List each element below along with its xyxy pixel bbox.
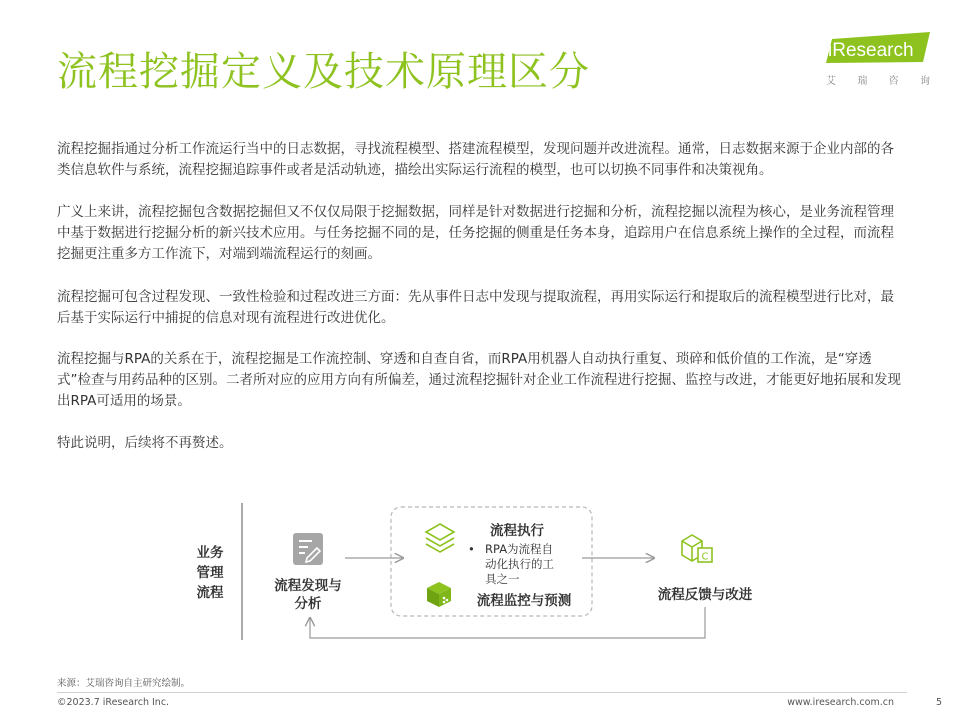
- svg-text:C: C: [701, 551, 709, 563]
- logo-subtitle-char: 艾: [826, 76, 836, 87]
- process-diagram: [0, 490, 960, 660]
- bullet-marker: •: [468, 542, 475, 556]
- logo-subtitle: [822, 72, 934, 87]
- paragraph-three-aspects: 流程挖掘可包含过程发现、一致性检验和过程改进三方面：先从事件日志中发现与提取流程，再用实际运行和提取后的流程模型进行比对，最后基于实际运行中捕捉的信息对现有流程进行改进优化。: [57, 289, 894, 326]
- step-feedback-label: 流程反馈与改进: [657, 587, 753, 603]
- source-note: 来源：艾瑞咨询自主研究绘制。: [57, 678, 191, 689]
- paragraph-definition: 流程挖掘指通过分析工作流运行当中的日志数据，寻找流程模型、搭建流程模型，发现问题并改进流程。通常，日志数据来源于企业内部的各类信息软件与系统，流程挖掘追踪事件或者是活动轨迹，描绘出实际运行流程的模型，也可以切换不同事件和决策视角。: [57, 141, 894, 178]
- paragraph-note: 特此说明，后续将不再赘述。: [57, 435, 233, 451]
- page-title: 流程挖掘定义及技术原理区分: [57, 49, 590, 95]
- paragraph-broad-sense: 广义上来讲，流程挖掘包含数据挖掘但又不仅仅局限于挖掘数据，同样是针对数据进行挖掘和分析，流程挖掘以流程为核心，是业务流程管理中基于数据进行挖掘分析的新兴技术应用。与任务挖掘不同的是，任务挖掘的侧重是任务本身，追踪用户在信息系统上操作的全过程，而流程挖掘更注重多方工作流下，对端到端流程运行的刻画。: [57, 204, 894, 262]
- business-process-label: 业务 管理 流程: [196, 545, 224, 601]
- cube-icon: [426, 581, 452, 608]
- diagram-lines: [0, 490, 960, 660]
- logo-subtitle-char: 瑞: [857, 76, 868, 87]
- logo-subtitle-char: 咨: [888, 76, 899, 87]
- footer-divider: [57, 692, 907, 693]
- step-discovery-analysis-label: 流程发现与 分析: [274, 578, 342, 612]
- box-c-icon: [678, 531, 716, 567]
- document-edit-icon: [292, 532, 324, 566]
- website-url: www.iresearch.com.cn: [787, 697, 894, 708]
- copyright: ©2023.7 iResearch Inc.: [57, 697, 170, 708]
- step-monitoring-label: 流程监控与预测: [476, 593, 572, 609]
- feedback-loop-arrow: [310, 607, 705, 638]
- step-execution-title: 流程执行: [490, 523, 544, 539]
- paragraph-rpa-relation: 流程挖掘与RPA的关系在于，流程挖掘是工作流控制、穿透和自查自省，而RPA用机器人自动执行重复、琐碎和低价值的工作流，是“穿透式”检查与用药品种的区别。二者所对应的应用方向有所偏差，通过流程挖掘针对企业工作流程进行挖掘、监控与改进，才能更好地拓展和发现出RPA可适用的场景。: [57, 351, 901, 409]
- page-number: 5: [936, 697, 943, 708]
- execution-bullet-text: RPA为流程自动化执行的工具之一: [485, 542, 554, 586]
- logo-text: iResearch: [828, 40, 914, 61]
- iresearch-logo: [822, 30, 934, 90]
- logo-subtitle-char: 询: [919, 76, 930, 87]
- layers-icon: [423, 521, 457, 555]
